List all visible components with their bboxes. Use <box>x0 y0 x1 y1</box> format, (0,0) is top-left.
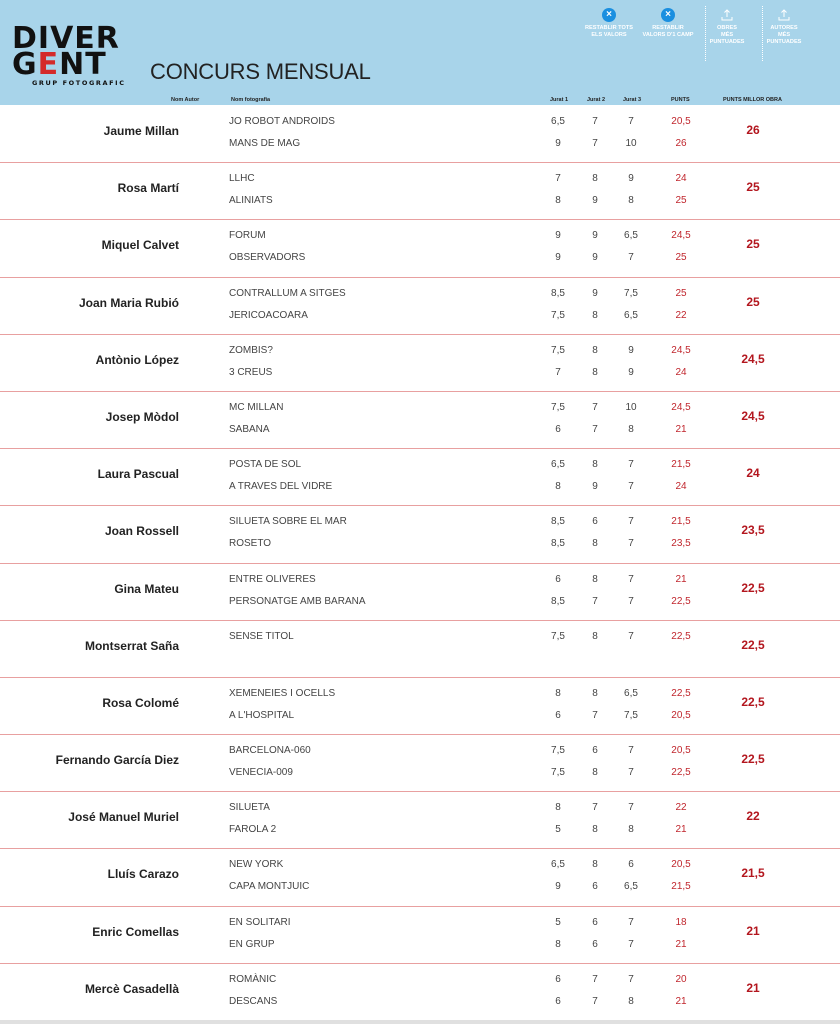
work-points: 22 <box>675 309 687 321</box>
jury-3-score: 7 <box>628 767 634 779</box>
jury-1-score: 6,5 <box>551 116 565 127</box>
work-points: 21,5 <box>671 881 691 893</box>
photo-title: LLHC <box>229 173 255 185</box>
work-points: 25 <box>675 287 687 299</box>
photo-title: FORUM <box>229 230 266 242</box>
author-name: Lluís Carazo <box>107 867 179 882</box>
table-row <box>0 392 840 449</box>
column-header-jury-3[interactable]: Jurat 3 <box>623 97 642 103</box>
best-work-points: 25 <box>746 237 760 252</box>
photo-title: JERICOACOARA <box>229 309 308 321</box>
jury-2-score: 6 <box>592 745 598 757</box>
jury-2-score: 7 <box>592 802 598 814</box>
work-points: 20,5 <box>671 709 691 721</box>
author-name: Miquel Calvet <box>101 238 179 253</box>
photo-title: OBSERVADORS <box>229 252 306 264</box>
photo-title: 3 CREUS <box>229 366 273 378</box>
table-row <box>0 621 840 678</box>
column-header-photo[interactable]: Nom fotografia <box>231 97 271 103</box>
author-name: Laura Pascual <box>97 467 179 482</box>
jury-1-score: 8 <box>555 687 561 699</box>
work-points: 21 <box>675 995 687 1007</box>
photo-title: SILUETA <box>229 802 270 814</box>
jury-3-score: 6 <box>628 859 634 871</box>
jury-2-score: 7 <box>592 138 598 149</box>
best-work-points: 24,5 <box>741 408 765 423</box>
work-points: 22,5 <box>671 630 691 642</box>
jury-2-score: 7 <box>592 709 598 721</box>
work-points: 24 <box>675 481 687 493</box>
work-points: 26 <box>675 138 687 149</box>
jury-3-score: 8 <box>628 423 634 435</box>
work-points: 24,5 <box>671 401 691 413</box>
jury-2-score: 8 <box>592 859 598 871</box>
work-points: 21 <box>675 573 687 585</box>
best-work-points: 22,5 <box>741 694 765 709</box>
jury-1-score: 8 <box>555 802 561 814</box>
author-name: Rosa Martí <box>117 181 179 196</box>
jury-2-score: 6 <box>592 938 598 950</box>
jury-3-score: 6,5 <box>624 881 638 893</box>
table-row <box>0 907 840 964</box>
reset-field-values-button[interactable]: × RESTABLIR VALORS D'1 CAMP <box>642 9 694 38</box>
jury-1-score: 8,5 <box>551 287 565 299</box>
page-title: CONCURS MENSUAL <box>150 59 371 84</box>
jury-3-score: 7 <box>628 116 634 127</box>
jury-2-score: 8 <box>592 687 598 699</box>
jury-1-score: 8,5 <box>551 538 565 550</box>
close-circle-icon: × <box>661 8 675 22</box>
photo-title: A TRAVES DEL VIDRE <box>229 481 333 493</box>
jury-3-score: 7 <box>628 745 634 757</box>
results-table <box>0 106 840 1021</box>
work-points: 22 <box>675 802 687 814</box>
author-name: Gina Mateu <box>114 581 179 596</box>
column-header-jury-2[interactable]: Jurat 2 <box>587 97 606 103</box>
table-row <box>0 449 840 506</box>
photo-title: MC MILLAN <box>229 401 284 413</box>
best-work-points: 21,5 <box>741 866 765 881</box>
jury-1-score: 7,5 <box>551 309 565 321</box>
jury-3-score: 7 <box>628 252 634 264</box>
work-points: 24,5 <box>671 344 691 356</box>
header <box>0 0 840 105</box>
best-work-points: 25 <box>746 294 760 309</box>
jury-1-score: 5 <box>555 916 561 928</box>
jury-2-score: 8 <box>592 366 598 378</box>
work-points: 21 <box>675 423 687 435</box>
jury-2-score: 6 <box>592 881 598 893</box>
jury-3-score: 7 <box>628 538 634 550</box>
photo-title: ALINIATS <box>229 195 273 207</box>
jury-1-score: 8 <box>555 938 561 950</box>
table-row <box>0 792 840 849</box>
jury-2-score: 8 <box>592 309 598 321</box>
best-work-points: 22,5 <box>741 752 765 767</box>
jury-2-score: 8 <box>592 173 598 185</box>
jury-2-score: 9 <box>592 195 598 207</box>
jury-3-score: 7,5 <box>624 709 638 721</box>
photo-title: PERSONATGE AMB BARANA <box>229 595 366 607</box>
best-work-points: 23,5 <box>741 523 765 538</box>
jury-2-score: 7 <box>592 401 598 413</box>
work-points: 20,5 <box>671 745 691 757</box>
jury-3-score: 6,5 <box>624 309 638 321</box>
photo-title: XEMENEIES I OCELLS <box>229 687 336 699</box>
jury-3-score: 8 <box>628 824 634 836</box>
best-work-points: 22 <box>746 809 760 824</box>
work-points: 18 <box>675 916 687 928</box>
jury-1-score: 7,5 <box>551 401 565 413</box>
jury-1-score: 7,5 <box>551 767 565 779</box>
author-name: Josep Mòdol <box>105 409 179 424</box>
jury-3-score: 7,5 <box>624 287 638 299</box>
work-points: 24 <box>675 366 687 378</box>
jury-1-score: 9 <box>555 230 561 242</box>
jury-1-score: 7,5 <box>551 745 565 757</box>
work-points: 23,5 <box>671 538 691 550</box>
jury-1-score: 6 <box>555 573 561 585</box>
logo-line-1: DIVER <box>12 21 120 56</box>
work-points: 21 <box>675 824 687 836</box>
jury-3-score: 9 <box>628 173 634 185</box>
bottom-bar <box>0 1020 840 1024</box>
jury-1-score: 7 <box>555 173 561 185</box>
photo-title: VENECIA-009 <box>229 767 293 779</box>
jury-2-score: 8 <box>592 344 598 356</box>
best-work-points: 24,5 <box>741 351 765 366</box>
jury-3-score: 7 <box>628 481 634 493</box>
column-header-author[interactable]: Nom Autor <box>171 97 200 103</box>
work-points: 24,5 <box>671 230 691 242</box>
jury-2-score: 9 <box>592 252 598 264</box>
jury-3-score: 9 <box>628 366 634 378</box>
jury-3-score: 6,5 <box>624 230 638 242</box>
author-name: Antònio López <box>95 352 179 367</box>
table-row <box>0 564 840 621</box>
table-row <box>0 335 840 392</box>
jury-1-score: 5 <box>555 824 561 836</box>
work-points: 20,5 <box>671 116 691 127</box>
jury-2-score: 7 <box>592 423 598 435</box>
photo-title: JO ROBOT ANDROIDS <box>229 116 335 127</box>
author-name: Fernando García Diez <box>55 753 179 768</box>
jury-1-score: 9 <box>555 138 561 149</box>
table-row <box>0 678 840 735</box>
upload-icon <box>777 8 791 22</box>
top-authors-button[interactable]: AUTORES MÉS PUNTUADES <box>753 8 815 46</box>
work-points: 22,5 <box>671 595 691 607</box>
jury-3-score: 7 <box>628 973 634 985</box>
table-row <box>0 849 840 906</box>
jury-2-score: 8 <box>592 767 598 779</box>
jury-1-score: 7,5 <box>551 630 565 642</box>
reset-all-values-button[interactable]: × RESTABLIR TOTS ELS VALORS <box>585 9 633 38</box>
photo-title: A L'HOSPITAL <box>229 709 295 721</box>
logo-subtitle: GRUP FOTOGRAFIC <box>32 79 126 87</box>
jury-3-score: 9 <box>628 344 634 356</box>
jury-1-score: 8,5 <box>551 595 565 607</box>
jury-3-score: 7 <box>628 630 634 642</box>
photo-title: SABANA <box>229 423 270 435</box>
jury-2-score: 9 <box>592 481 598 493</box>
jury-1-score: 6 <box>555 423 561 435</box>
photo-title: ENTRE OLIVERES <box>229 573 316 585</box>
table-row <box>0 506 840 563</box>
jury-1-score: 9 <box>555 881 561 893</box>
jury-2-score: 8 <box>592 459 598 471</box>
best-work-points: 24 <box>746 466 760 481</box>
jury-2-score: 8 <box>592 824 598 836</box>
jury-3-score: 7 <box>628 516 634 528</box>
photo-title: SILUETA SOBRE EL MAR <box>229 516 347 528</box>
table-row <box>0 106 840 163</box>
jury-1-score: 6 <box>555 973 561 985</box>
best-work-points: 21 <box>746 923 760 938</box>
photo-title: ROMÀNIC <box>229 973 277 985</box>
photo-title: DESCANS <box>229 995 278 1007</box>
photo-title: EN SOLITARI <box>229 916 291 928</box>
best-work-points: 26 <box>746 123 760 137</box>
jury-3-score: 10 <box>625 138 637 149</box>
photo-title: ROSETO <box>229 538 272 550</box>
logo-line-2: GENT <box>12 47 107 82</box>
work-points: 25 <box>675 195 687 207</box>
work-points: 21,5 <box>671 516 691 528</box>
table-row <box>0 735 840 792</box>
jury-1-score: 7 <box>555 366 561 378</box>
work-points: 25 <box>675 252 687 264</box>
author-name: Mercè Casadellà <box>84 981 179 996</box>
work-points: 24 <box>675 173 687 185</box>
close-circle-icon: × <box>602 8 616 22</box>
author-name: Jaume Millan <box>103 124 179 138</box>
photo-title: NEW YORK <box>229 859 284 871</box>
table-row <box>0 163 840 220</box>
jury-1-score: 7,5 <box>551 344 565 356</box>
divergent-logo <box>12 21 126 87</box>
jury-3-score: 8 <box>628 195 634 207</box>
work-points: 22,5 <box>671 767 691 779</box>
jury-2-score: 7 <box>592 116 598 127</box>
photo-title: FAROLA 2 <box>229 824 277 836</box>
jury-1-score: 9 <box>555 252 561 264</box>
jury-3-score: 7 <box>628 938 634 950</box>
jury-1-score: 8 <box>555 481 561 493</box>
author-name: Enric Comellas <box>92 924 179 939</box>
jury-2-score: 9 <box>592 287 598 299</box>
top-works-button[interactable]: OBRES MÉS PUNTUADES <box>696 8 758 46</box>
jury-3-score: 8 <box>628 995 634 1007</box>
jury-1-score: 8 <box>555 195 561 207</box>
photo-title: POSTA DE SOL <box>229 459 302 471</box>
photo-title: SENSE TITOL <box>229 630 294 642</box>
table-row <box>0 220 840 277</box>
jury-1-score: 6,5 <box>551 859 565 871</box>
photo-title: BARCELONA-060 <box>229 745 311 757</box>
jury-2-score: 8 <box>592 630 598 642</box>
best-work-points: 25 <box>746 180 760 195</box>
jury-2-score: 7 <box>592 995 598 1007</box>
jury-2-score: 7 <box>592 595 598 607</box>
jury-1-score: 6 <box>555 709 561 721</box>
column-header-jury-1[interactable]: Jurat 1 <box>550 97 569 103</box>
table-row <box>0 278 840 335</box>
author-name: Joan Rossell <box>104 524 179 539</box>
jury-1-score: 6 <box>555 995 561 1007</box>
column-header-points[interactable]: PUNTS <box>671 97 690 103</box>
jury-1-score: 8,5 <box>551 516 565 528</box>
author-name: Montserrat Saña <box>84 638 179 653</box>
photo-title: ZOMBIS? <box>229 344 273 356</box>
jury-3-score: 6,5 <box>624 687 638 699</box>
work-points: 20,5 <box>671 859 691 871</box>
photo-title: MANS DE MAG <box>229 138 301 149</box>
jury-3-score: 7 <box>628 573 634 585</box>
column-header-best-points[interactable]: PUNTS MILLOR OBRA <box>723 97 782 103</box>
photo-title: CAPA MONTJUIC <box>229 881 310 893</box>
photo-title: CONTRALLUM A SITGES <box>229 287 346 299</box>
jury-3-score: 7 <box>628 916 634 928</box>
jury-3-score: 10 <box>625 401 637 413</box>
work-points: 21,5 <box>671 459 691 471</box>
best-work-points: 22,5 <box>741 580 765 595</box>
jury-2-score: 8 <box>592 538 598 550</box>
jury-3-score: 7 <box>628 459 634 471</box>
jury-2-score: 6 <box>592 916 598 928</box>
jury-2-score: 7 <box>592 973 598 985</box>
jury-3-score: 7 <box>628 595 634 607</box>
jury-2-score: 9 <box>592 230 598 242</box>
best-work-points: 22,5 <box>741 637 765 652</box>
best-work-points: 21 <box>746 980 760 995</box>
upload-icon <box>720 8 734 22</box>
jury-2-score: 8 <box>592 573 598 585</box>
work-points: 20 <box>675 973 687 985</box>
work-points: 22,5 <box>671 687 691 699</box>
author-name: Joan Maria Rubió <box>78 295 179 310</box>
jury-1-score: 6,5 <box>551 459 565 471</box>
jury-3-score: 7 <box>628 802 634 814</box>
photo-title: EN GRUP <box>229 938 275 950</box>
author-name: Rosa Colomé <box>102 695 179 710</box>
author-name: José Manuel Muriel <box>68 810 179 825</box>
work-points: 21 <box>675 938 687 950</box>
jury-2-score: 6 <box>592 516 598 528</box>
table-row <box>0 964 840 1021</box>
